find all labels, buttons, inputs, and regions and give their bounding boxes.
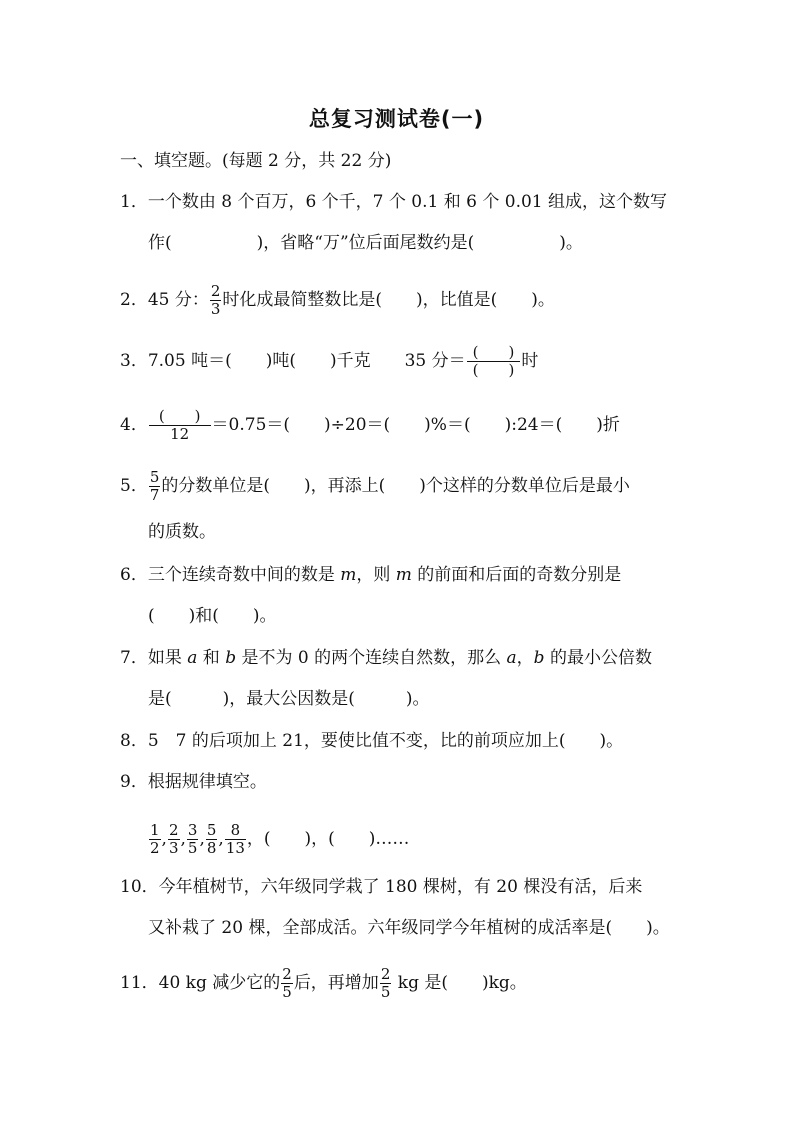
sequence-separator: , bbox=[218, 829, 224, 849]
sequence-fraction-3 bbox=[187, 822, 199, 857]
question-7-text-d: ， bbox=[516, 648, 534, 668]
question-4-suffix: ＝0.75＝( )÷20＝( )%＝( ):24＝( )折 bbox=[211, 415, 620, 435]
question-7-text-c: 是不为 0 的两个连续自然数，那么 bbox=[236, 648, 507, 668]
question-4 bbox=[120, 408, 620, 443]
question-10-line-1: 10．今年植树节，六年级同学栽了 180 棵树，有 20 棵没有活，后来 bbox=[120, 877, 643, 897]
question-5-suffix: 的分数单位是( )，再添上( )个这样的分数单位后是最小 bbox=[161, 476, 630, 496]
sequence-fraction-4 bbox=[206, 822, 218, 857]
question-11-text-b: 后，再增加 bbox=[293, 973, 379, 993]
question-7-text-b: 和 bbox=[197, 648, 226, 668]
fraction-five-sevenths bbox=[149, 469, 161, 504]
question-3 bbox=[120, 344, 538, 379]
fraction-blank bbox=[467, 344, 521, 379]
sequence-fraction-5 bbox=[225, 822, 246, 857]
sequence-fraction-2 bbox=[168, 822, 180, 857]
fraction-numerator: 5 bbox=[206, 821, 217, 839]
question-2-suffix: 时化成最简整数比是( )，比值是( )。 bbox=[222, 290, 555, 310]
question-7-line-2: 是( )，最大公因数是( )。 bbox=[148, 689, 430, 709]
question-11-text-a: 11．40 kg 减少它的 bbox=[120, 973, 281, 993]
fraction-denominator: 3 bbox=[210, 300, 221, 318]
question-6-line-2: ( )和( )。 bbox=[148, 606, 277, 626]
question-7-line-1 bbox=[120, 647, 652, 669]
question-2-prefix: 2．45 分： bbox=[120, 290, 209, 310]
variable-a: a bbox=[187, 648, 198, 668]
question-1-line-1: 1．一个数由 8 个百万，6 个千，7 个 0.1 和 6 个 0.01 组成，这个数写 bbox=[120, 192, 668, 212]
question-6-line-1 bbox=[120, 564, 621, 586]
question-1-line-2: 作( )，省略“万”位后面尾数约是( )。 bbox=[148, 233, 583, 253]
variable-m: m bbox=[340, 565, 357, 585]
sequence-tail: ，( )，( )…… bbox=[246, 829, 410, 849]
variable-b: b bbox=[533, 648, 545, 668]
question-5-line-2: 的质数。 bbox=[148, 522, 216, 542]
question-9-line-1: 9．根据规律填空。 bbox=[120, 772, 267, 792]
fraction-numerator: ( ) bbox=[467, 344, 521, 362]
question-3-suffix: 时 bbox=[521, 351, 539, 371]
fraction-denominator: 5 bbox=[380, 983, 391, 1001]
question-10-line-2: 又补栽了 20 棵，全部成活。六年级同学今年植树的成活率是( )。 bbox=[148, 918, 670, 938]
fraction-numerator: 2 bbox=[380, 965, 391, 983]
question-9-sequence bbox=[148, 822, 409, 857]
question-2 bbox=[120, 283, 555, 318]
question-5-line-1 bbox=[120, 469, 630, 504]
question-11-text-c: kg 是( )kg。 bbox=[392, 973, 527, 993]
fraction-numerator: 2 bbox=[282, 965, 292, 983]
question-6-text-c: 的前面和后面的奇数分别是 bbox=[411, 565, 622, 585]
variable-b: b bbox=[225, 648, 237, 668]
question-6-text-a: 6．三个连续奇数中间的数是 bbox=[120, 565, 341, 585]
question-5-prefix: 5． bbox=[120, 476, 148, 496]
fraction-denominator: 2 bbox=[150, 839, 160, 857]
page-title: 总复习测试卷(一) bbox=[308, 107, 485, 131]
section-heading: 一、填空题。(每题 2 分，共 22 分) bbox=[120, 151, 392, 171]
fraction-two-fifths bbox=[380, 966, 392, 1001]
fraction-numerator: 8 bbox=[225, 822, 246, 840]
fraction-numerator: 2 bbox=[168, 821, 179, 839]
fraction-two-fifths bbox=[281, 966, 293, 1001]
fraction-denominator: 13 bbox=[225, 839, 245, 857]
question-4-prefix: 4． bbox=[120, 415, 148, 435]
fraction-denominator: ( ) bbox=[472, 361, 515, 379]
fraction-denominator: 8 bbox=[206, 839, 217, 857]
fraction-denominator: 12 bbox=[170, 425, 190, 443]
question-7-text-a: 7．如果 bbox=[120, 648, 188, 668]
sequence-separator: , bbox=[161, 829, 167, 849]
fraction-denominator: 5 bbox=[187, 839, 198, 857]
question-3-prefix: 3．7.05 吨＝( )吨( )千克 35 分＝ bbox=[120, 351, 466, 371]
sequence-separator: , bbox=[199, 829, 205, 849]
fraction-numerator: 1 bbox=[150, 821, 160, 839]
fraction-two-thirds bbox=[210, 283, 222, 318]
variable-a: a bbox=[506, 648, 517, 668]
sequence-separator: , bbox=[180, 829, 186, 849]
sequence-fraction-1 bbox=[149, 822, 161, 857]
variable-m: m bbox=[395, 565, 412, 585]
question-6-text-b: ，则 bbox=[356, 565, 396, 585]
fraction-denominator: 3 bbox=[168, 839, 179, 857]
fraction-numerator: ( ) bbox=[149, 408, 211, 426]
fraction-numerator: 5 bbox=[149, 468, 160, 486]
question-7-text-e: 的最小公倍数 bbox=[544, 648, 652, 668]
fraction-denominator: 7 bbox=[149, 486, 160, 504]
question-11 bbox=[120, 966, 527, 1001]
fraction-denominator: 5 bbox=[282, 983, 292, 1001]
fraction-numerator: 3 bbox=[187, 821, 198, 839]
question-8: 8．5 7 的后项加上 21，要使比值不变，比的前项应加上( )。 bbox=[120, 731, 624, 751]
fraction-numerator: 2 bbox=[210, 282, 221, 300]
fraction-blank-over-12 bbox=[149, 408, 211, 443]
